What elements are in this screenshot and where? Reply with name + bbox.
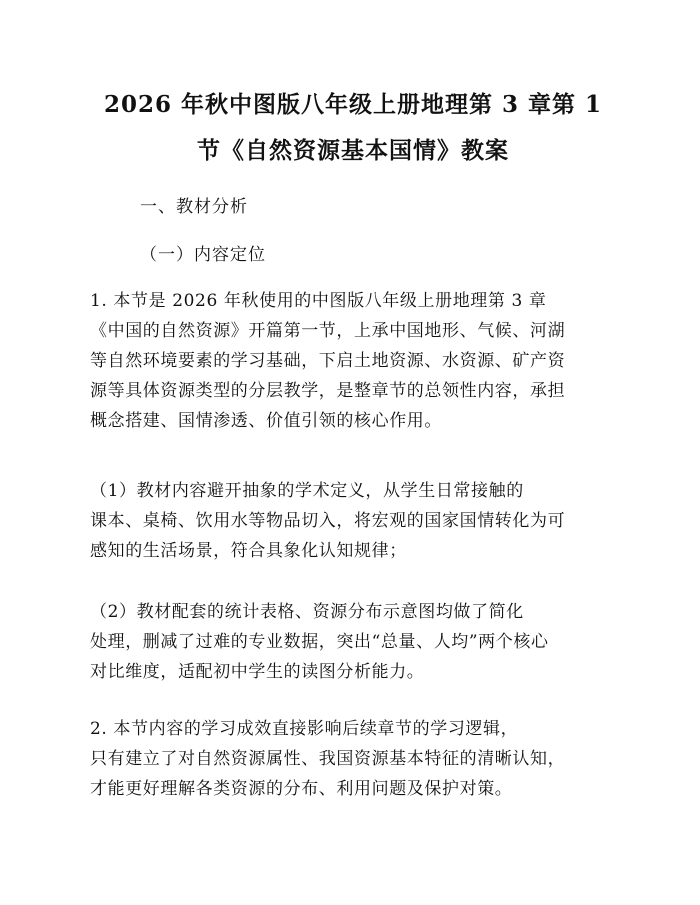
paragraph-line: 2. 本节内容的学习成效直接影响后续章节的学习逻辑， [90,719,519,739]
paragraph-1 [90,286,610,436]
paragraph-4 [90,714,610,804]
document-title-line-1: 2026 年秋中图版八年级上册地理第 3 章第 1 [103,91,603,118]
paragraph-line: 处理，删减了过难的专业数据，突出“总量、人均”两个核心 [90,632,549,652]
paragraph-line: 等自然环境要素的学习基础，下启土地资源、水资源、矿产资 [90,351,566,371]
paragraph-line: 感知的生活场景，符合具象化认知规律； [90,541,407,561]
paragraph-3 [90,597,610,687]
document-title-line-2: 节《自然资源基本国情》教案 [197,137,509,164]
section-heading-teaching-material-analysis: 一、教材分析 [140,197,248,217]
paragraph-line: 概念搭建、国情渗透、价值引领的核心作用。 [90,411,442,431]
paragraph-line: （1）教材内容避开抽象的学术定义，从学生日常接触的 [90,481,524,501]
paragraph-line: （2）教材配套的统计表格、资源分布示意图均做了简化 [90,602,524,622]
paragraph-line: 1. 本节是 2026 年秋使用的中图版八年级上册地理第 3 章 [90,291,547,311]
paragraph-line: 课本、桌椅、饮用水等物品切入，将宏观的国家国情转化为可 [90,511,566,531]
paragraph-line: 对比维度，适配初中学生的读图分析能力。 [90,662,425,682]
paragraph-line: 源等具体资源类型的分层教学，是整章节的总领性内容，承担 [90,381,566,401]
paragraph-line: 《中国的自然资源》开篇第一节，上承中国地形、气候、河湖 [90,321,566,341]
subsection-heading-content-positioning: （一）内容定位 [140,245,266,265]
paragraph-line: 只有建立了对自然资源属性、我国资源基本特征的清晰认知， [90,749,566,769]
paragraph-2 [90,476,610,566]
paragraph-line: 才能更好理解各类资源的分布、利用问题及保护对策。 [90,779,513,799]
